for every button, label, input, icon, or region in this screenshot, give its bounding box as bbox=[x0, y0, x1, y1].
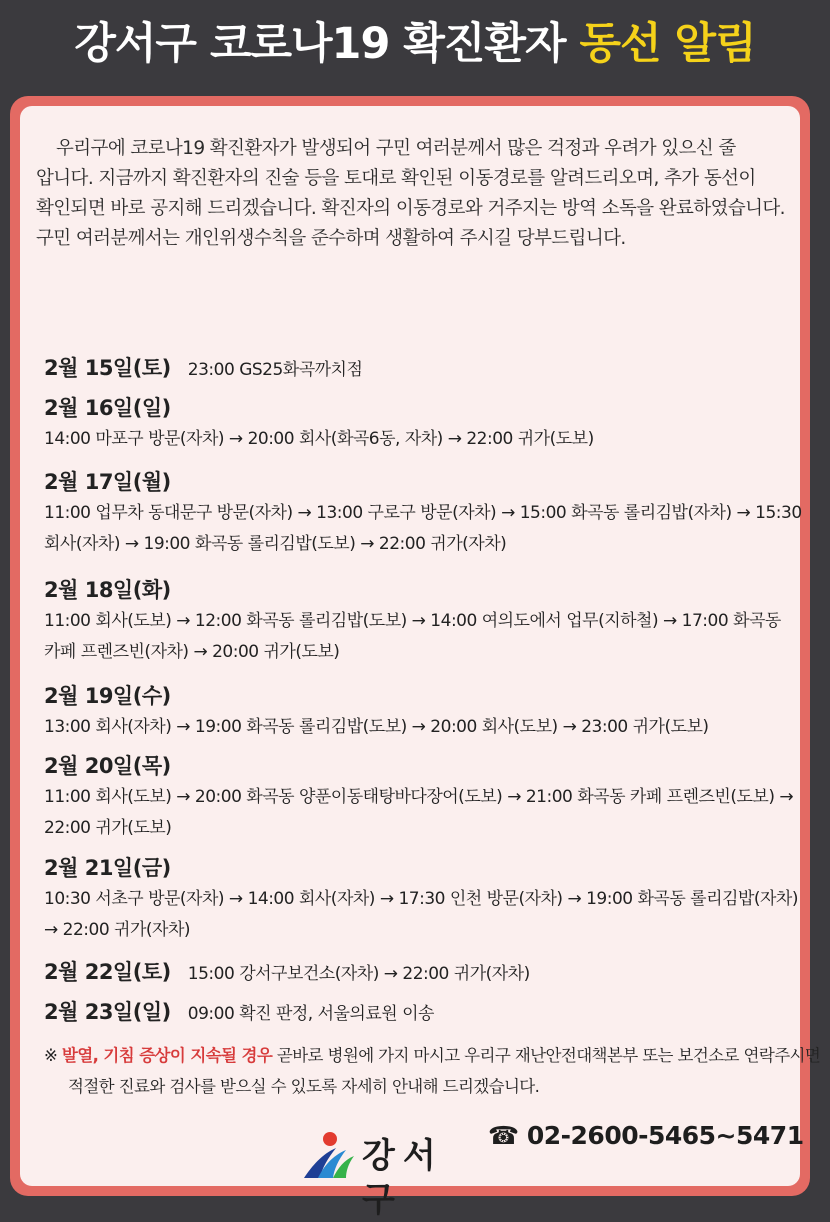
schedule-day bbox=[44, 574, 804, 668]
schedule-date: 2월 22일(토) bbox=[44, 960, 171, 984]
schedule-route: 15:00 강서구보건소(자차) → 22:00 귀가(자차) bbox=[187, 964, 530, 984]
note-mark: ※ bbox=[44, 1046, 58, 1065]
title-main: 강서구 코로나19 확진환자 bbox=[74, 19, 566, 69]
contact-phone bbox=[488, 1118, 804, 1154]
symptom-notice bbox=[44, 1040, 828, 1102]
schedule-day bbox=[44, 956, 804, 990]
phone-icon: ☎ bbox=[488, 1121, 519, 1150]
schedule-day bbox=[44, 852, 804, 946]
schedule-date: 2월 15일(토) bbox=[44, 356, 171, 380]
schedule-route: 11:00 회사(도보) → 20:00 화곡동 양푼이동태탕바다장어(도보) → 21:00 화곡동 카페 프렌즈빈(도보) → 22:00 귀가(도보) bbox=[44, 787, 794, 838]
schedule-day bbox=[44, 680, 804, 743]
schedule-date: 2월 23일(일) bbox=[44, 1000, 171, 1024]
gangseo-logo bbox=[300, 1130, 480, 1220]
schedule-date: 2월 16일(일) bbox=[44, 396, 171, 420]
schedule-date: 2월 20일(목) bbox=[44, 754, 171, 778]
phone-number: 02-2600-5465~5471 bbox=[526, 1121, 804, 1150]
schedule-date: 2월 18일(화) bbox=[44, 578, 171, 602]
page-title bbox=[0, 14, 830, 74]
schedule-route: 11:00 회사(도보) → 12:00 화곡동 롤리김밥(도보) → 14:00 여의도에서 업무(지하철) → 17:00 화곡동 카페 프렌즈빈(자차) → 20:00 귀가(도보) bbox=[44, 611, 781, 662]
schedule-date: 2월 17일(월) bbox=[44, 470, 171, 494]
title-accent: 동선 알림 bbox=[579, 19, 756, 69]
schedule-route: 09:00 확진 판정, 서울의료원 이송 bbox=[187, 1004, 434, 1024]
intro-paragraph: 우리구에 코로나19 확진환자가 발생되어 구민 여러분께서 많은 걱정과 우려가 있으신 줄 압니다. 지금까지 확진환자의 진술 등을 토대로 확인된 이동경로를 알려드리오며, 추가 동선이 확인되면 바로 공지해 드리겠습니다. 확진자의 이동경로와 거주지는 방역 소독을 완료하였습니다. 구민 여러분께서는 개인위생수칙을 준수하며 생활하여 주시길 당부드립니다. bbox=[36, 138, 785, 249]
schedule-day bbox=[44, 750, 804, 844]
schedule-route: 11:00 업무차 동대문구 방문(자차) → 13:00 구로구 방문(자차) → 15:00 화곡동 롤리김밥(자차) → 15:30 회사(자차) → 19:00 화곡동 롤리김밥(도보) → 22:00 귀가(자차) bbox=[44, 503, 802, 554]
schedule-day bbox=[44, 392, 804, 455]
schedule-route: 10:30 서초구 방문(자차) → 14:00 회사(자차) → 17:30 인천 방문(자차) → 19:00 화곡동 롤리김밥(자차) → 22:00 귀가(자차) bbox=[44, 889, 798, 940]
schedule-date: 2월 21일(금) bbox=[44, 856, 171, 880]
schedule-day bbox=[44, 996, 804, 1030]
schedule-day bbox=[44, 352, 804, 386]
schedule-day bbox=[44, 466, 804, 560]
logo-text: 강서구 bbox=[362, 1136, 444, 1220]
schedule-route: 23:00 GS25화곡까치점 bbox=[187, 360, 363, 380]
note-text: 곧바로 병원에 가지 마시고 우리구 재난안전대책본부 또는 보건소로 연락주시면 적절한 진료와 검사를 받으실 수 있도록 자세히 안내해 드리겠습니다. bbox=[68, 1046, 821, 1096]
note-highlight: 발열, 기침 증상이 지속될 경우 bbox=[61, 1046, 273, 1065]
schedule-route: 14:00 마포구 방문(자차) → 20:00 회사(화곡6동, 자차) → 22:00 귀가(도보) bbox=[44, 429, 594, 449]
schedule-date: 2월 19일(수) bbox=[44, 684, 171, 708]
schedule-route: 13:00 회사(자차) → 19:00 화곡동 롤리김밥(도보) → 20:00 회사(도보) → 23:00 귀가(도보) bbox=[44, 717, 709, 737]
gangseo-emblem-icon bbox=[300, 1130, 356, 1180]
